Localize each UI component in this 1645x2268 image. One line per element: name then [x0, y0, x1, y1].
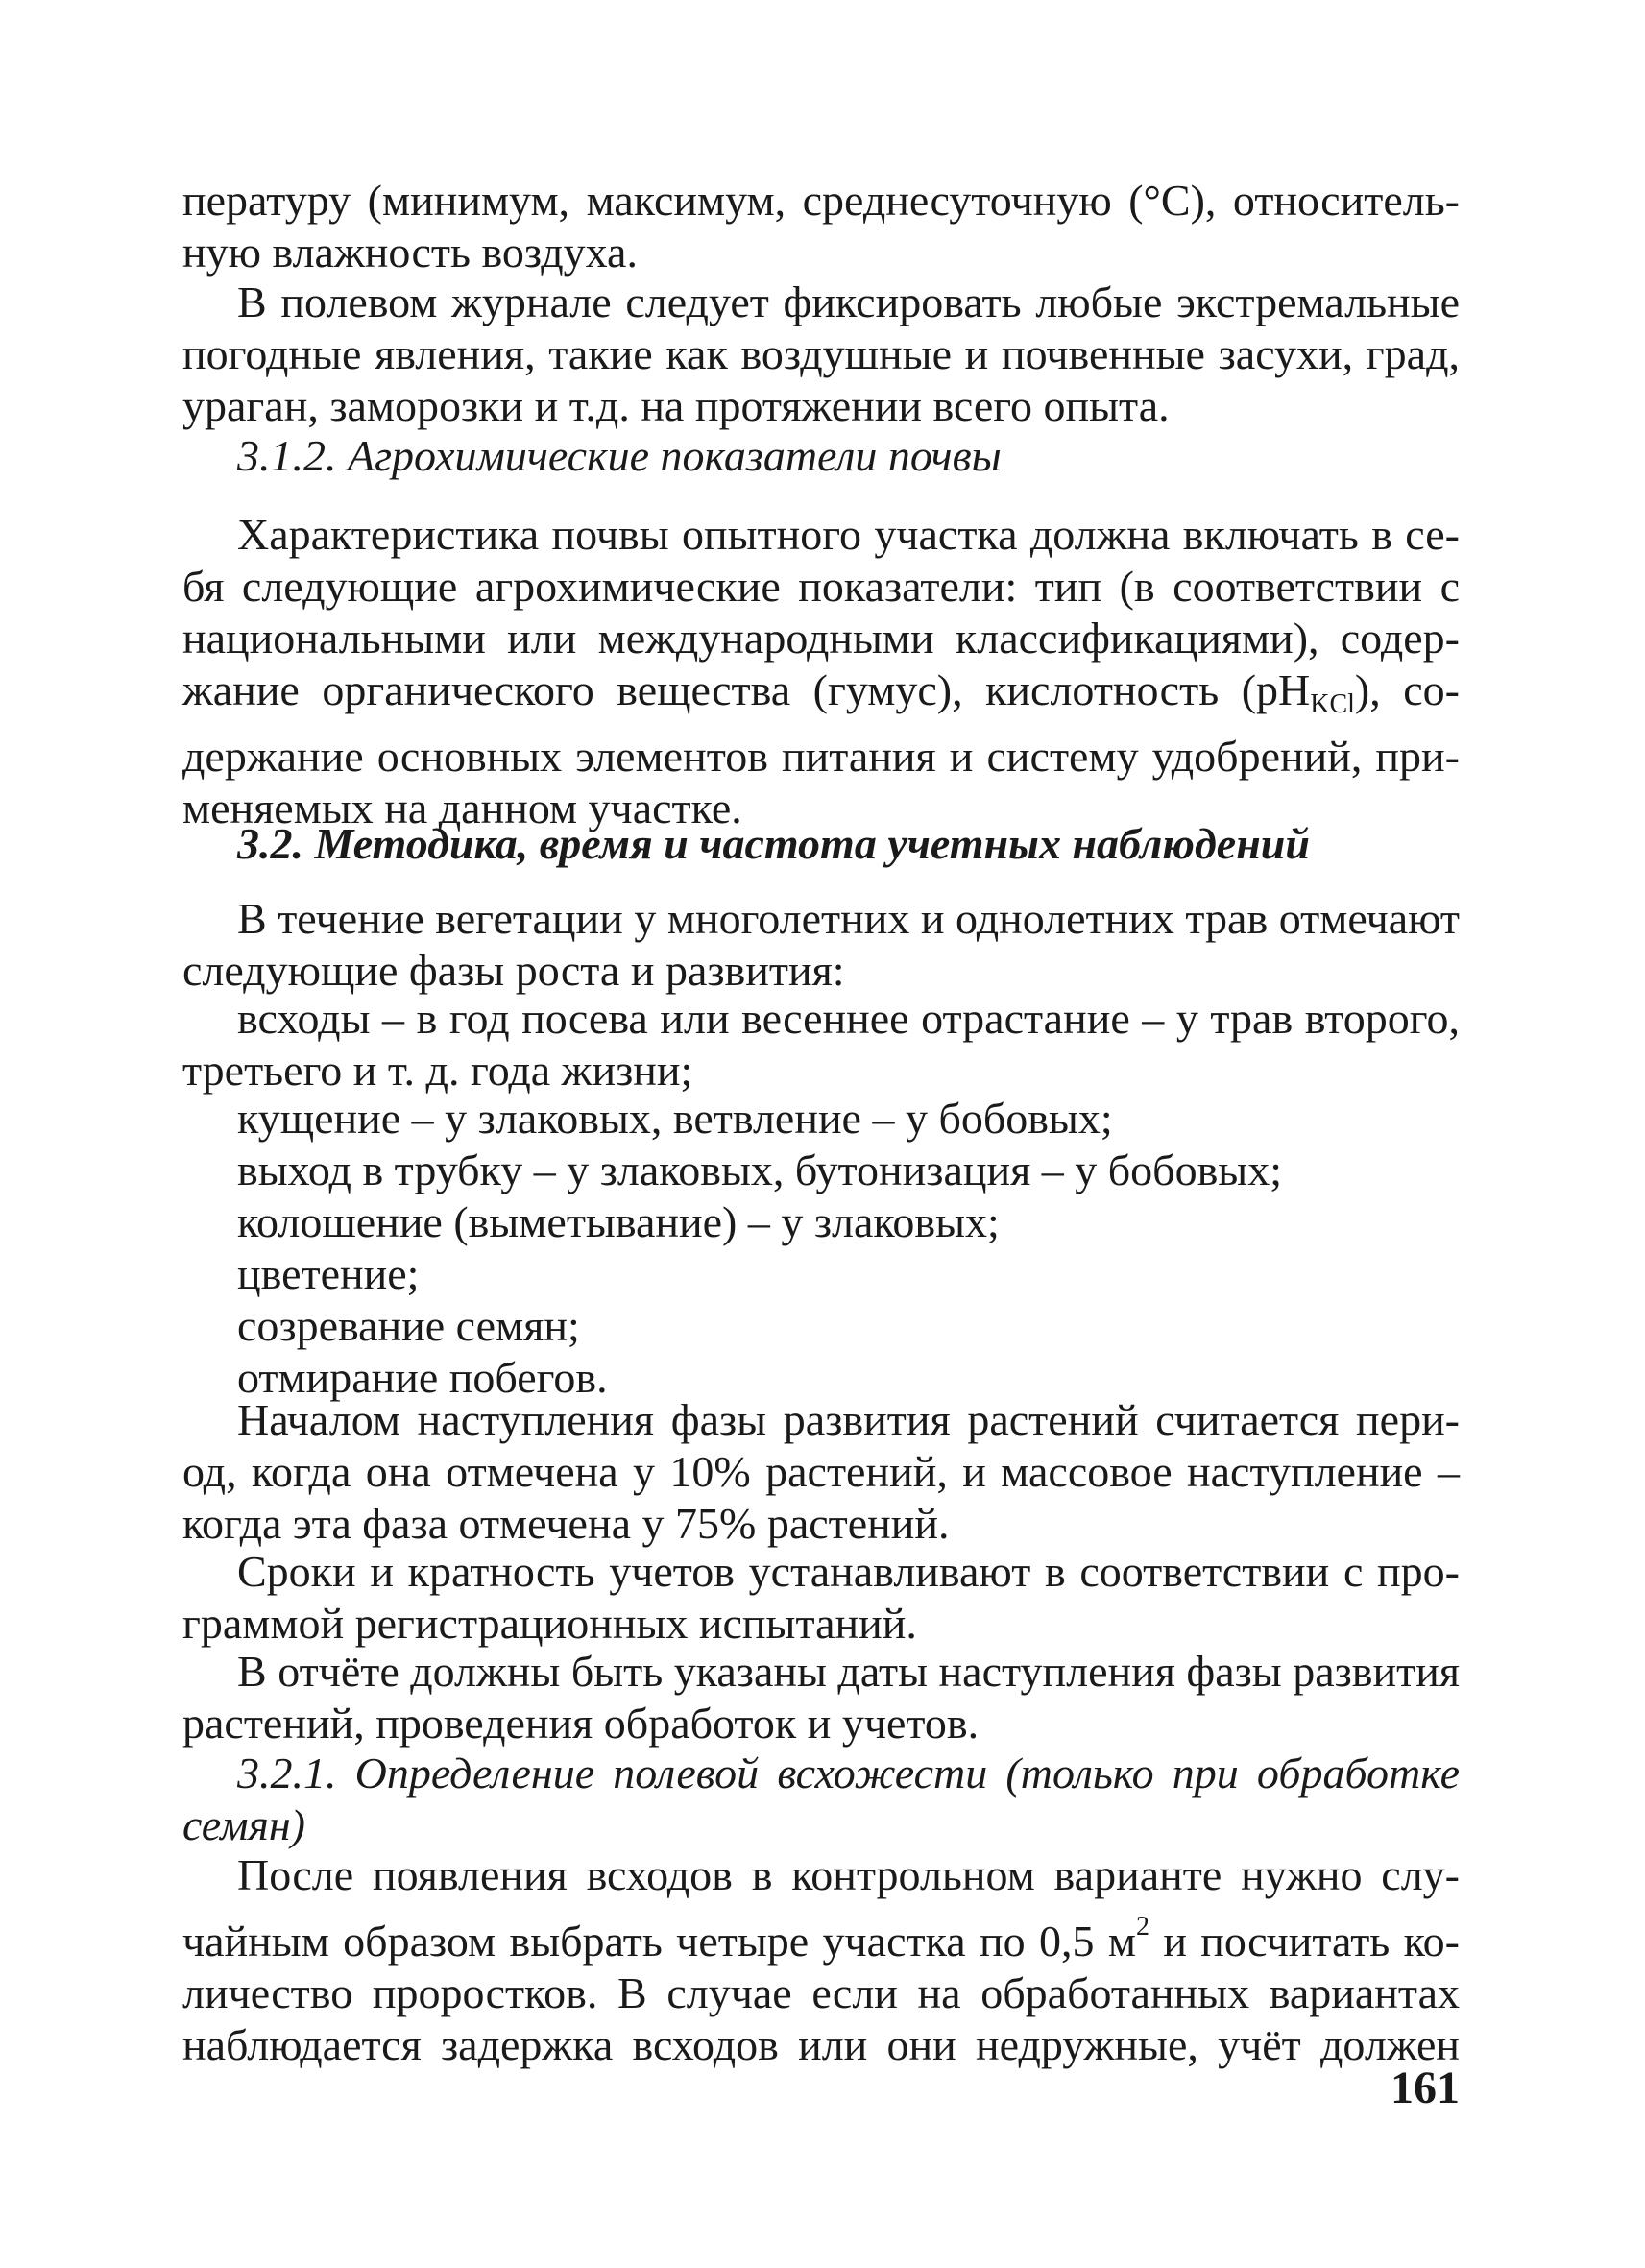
list-item: созревание семян; — [237, 1301, 580, 1350]
paragraph-soil-characteristics — [182, 509, 1460, 834]
subscript-kcl: KCl — [1310, 689, 1355, 719]
text-line: од, когда она отмечена у 10% растений, и массовое наступление – — [182, 1447, 1460, 1496]
heading-text: 3.2. Методика, время и частота учетных наблюдений — [237, 819, 1310, 868]
text-line: всходы – в год посева или весеннее отрастание – у трав второго, — [237, 994, 1460, 1043]
paragraph-field-germination — [182, 1849, 1460, 2071]
text-line: В течение вегетации у многолетних и однолетних трав отмечают — [237, 894, 1460, 943]
list-item: выход в трубку – у злаковых, бутонизация – у бобовых; — [237, 1146, 1282, 1194]
text-line: В отчёте должны быть указаны даты наступления фазы развития — [237, 1647, 1460, 1696]
text-line: В полевом журнале следует фиксировать любые экстремальные — [237, 277, 1460, 326]
text-line: граммой регистрационных испытаний. — [182, 1599, 917, 1648]
heading-text: семян) — [182, 1800, 305, 1849]
subsection-heading-3-1-2 — [182, 430, 1460, 482]
text-line: Началом наступления фазы развития растений считается пери- — [237, 1395, 1460, 1444]
paragraph-vegetation-phases — [182, 893, 1460, 997]
paragraph-report-dates — [182, 1646, 1460, 1749]
text-line: После появления всходов в контрольном варианте нужно слу- — [237, 1850, 1460, 1899]
text-line: третьего и т. д. года жизни; — [182, 1046, 693, 1095]
list-item: отмирание побегов. — [237, 1353, 608, 1402]
text-line: меняемых на данном участке. — [182, 784, 742, 832]
text-line: национальными или международными классификациями), содер- — [182, 614, 1460, 663]
text-line: наблюдается задержка всходов или они недружные, учёт должен — [182, 2020, 1460, 2069]
text-line: растений, проведения обработок и учетов. — [182, 1699, 980, 1748]
text-line: личество проростков. В случае если на обработанных вариантах — [182, 1968, 1460, 2017]
text-line: бя следующие агрохимические показатели: тип (в соответствии с — [182, 562, 1460, 611]
section-heading-3-2 — [182, 818, 1460, 870]
text-line: ную влажность воздуха. — [182, 228, 638, 277]
text-line: погодные явления, такие как воздушные и почвенные засухи, град, — [182, 329, 1460, 378]
text-line: жание органического вещества (гумус), кислотность $(pH_{KCl})$, со- — [182, 665, 1460, 719]
text-line: следующие фазы роста и развития: — [182, 946, 845, 995]
text-line: пературу (минимум, максимум, среднесуточную (°C), относитель- — [182, 176, 1460, 225]
paragraph-record-timing — [182, 1546, 1460, 1650]
heading-text: 3.2.1. Определение полевой всхожести (только при обработке — [237, 1749, 1460, 1798]
text-line: когда эта фаза отмечена у 75% растений. — [182, 1499, 950, 1548]
text-line: ураган, заморозки и т.д. на протяжении всего опыта. — [182, 381, 1170, 430]
text-line: Характеристика почвы опытного участка должна включать в се- — [237, 510, 1460, 559]
page-number: 161 — [1391, 2063, 1460, 2113]
heading-text: 3.1.2. Агрохимические показатели почвы — [237, 431, 1002, 480]
paragraph-phase-onset — [182, 1394, 1460, 1550]
phase-list — [182, 1093, 1460, 1404]
paragraph-continuation — [182, 175, 1460, 278]
superscript-2: 2 — [1135, 1912, 1149, 1942]
paragraph-shoots — [182, 993, 1460, 1097]
list-item: кущение – у злаковых, ветвление – у бобовых; — [237, 1094, 1113, 1143]
text-line: чайным образом выбрать четыре участка по 0,5 $м^2$ и посчитать ко- — [182, 1912, 1460, 1966]
text-line: держание основных элементов питания и систему удобрений, при- — [182, 732, 1460, 781]
paragraph-extreme-weather — [182, 277, 1460, 432]
list-item: колошение (выметывание) – у злаковых; — [237, 1197, 1000, 1246]
subsection-heading-3-2-1 — [182, 1748, 1460, 1851]
text-line: Сроки и кратность учетов устанавливают в соответствии с про- — [237, 1547, 1460, 1596]
list-item: цветение; — [237, 1249, 420, 1298]
